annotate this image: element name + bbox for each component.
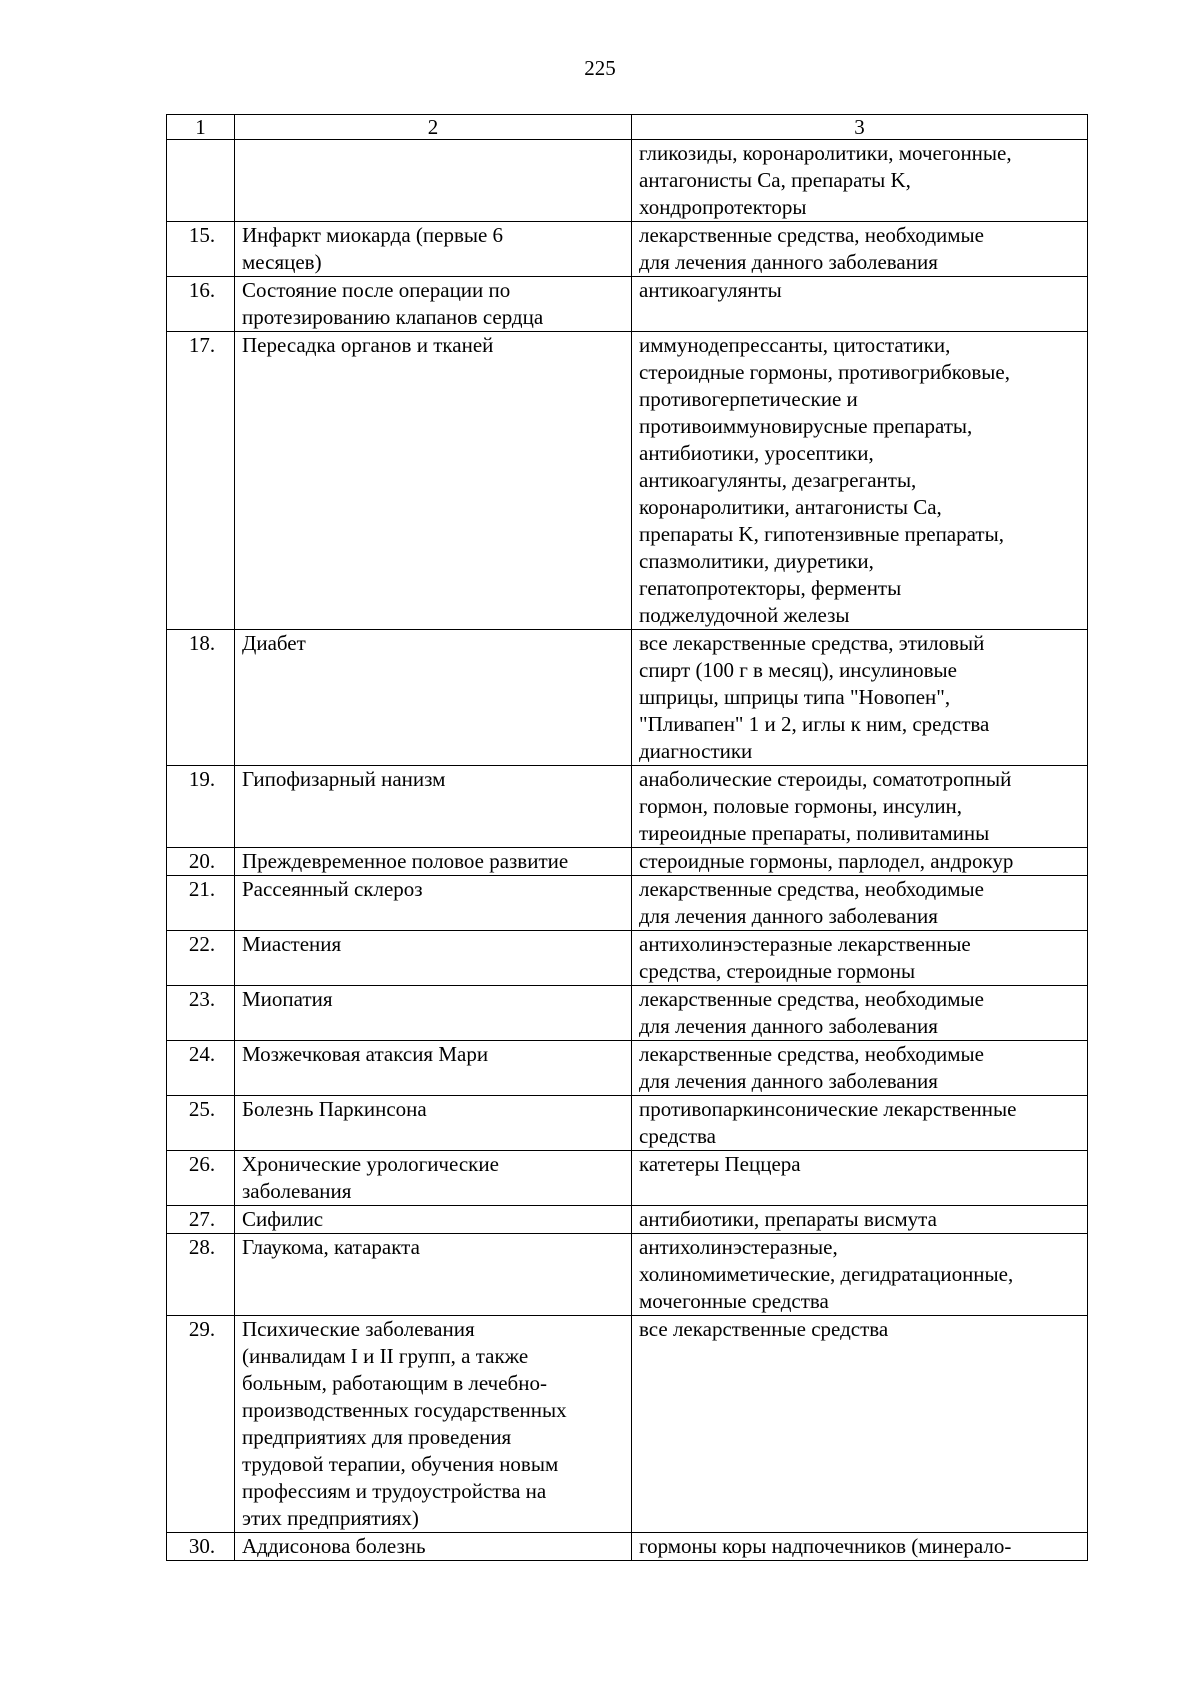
column-header-condition: 2 (235, 115, 632, 140)
table-row (167, 630, 1088, 766)
row-condition: Аддисонова болезнь (235, 1533, 632, 1561)
row-number: 26. (167, 1151, 235, 1206)
table-row (167, 1316, 1088, 1533)
row-medicines: противопаркинсонические лекарственные средства (632, 1096, 1088, 1151)
column-header-number: 1 (167, 115, 235, 140)
row-condition: Миопатия (235, 986, 632, 1041)
row-medicines: лекарственные средства, необходимые для лечения данного заболевания (632, 986, 1088, 1041)
row-number: 16. (167, 277, 235, 332)
row-condition: Глаукома, катаракта (235, 1234, 632, 1316)
table-row (167, 1533, 1088, 1561)
row-medicines: все лекарственные средства (632, 1316, 1088, 1533)
row-number: 23. (167, 986, 235, 1041)
column-header-medicines: 3 (632, 115, 1088, 140)
row-number: 15. (167, 222, 235, 277)
row-number: 30. (167, 1533, 235, 1561)
table-header-row (167, 115, 1088, 140)
table-row (167, 986, 1088, 1041)
row-medicines: катетеры Пеццера (632, 1151, 1088, 1206)
row-medicines: анаболические стероиды, соматотропный гормон, половые гормоны, инсулин, тиреоидные препараты, поливитамины (632, 766, 1088, 848)
table-row (167, 1151, 1088, 1206)
row-condition: Состояние после операции по протезированию клапанов сердца (235, 277, 632, 332)
table-row (167, 1234, 1088, 1316)
table-row (167, 332, 1088, 630)
row-condition: Инфаркт миокарда (первые 6 месяцев) (235, 222, 632, 277)
row-number: 29. (167, 1316, 235, 1533)
table-row (167, 1041, 1088, 1096)
table-row (167, 1096, 1088, 1151)
row-medicines: лекарственные средства, необходимые для лечения данного заболевания (632, 1041, 1088, 1096)
row-medicines: гликозиды, коронаролитики, мочегонные, антагонисты Са, препараты K, хондропротекторы (632, 140, 1088, 222)
row-condition: Психические заболевания (инвалидам I и II групп, а также больным, работающим в лечебно- производственных государственных предприятиях для проведения трудовой терапии, обучения новым профессиям и трудоустройства на этих предприятиях) (235, 1316, 632, 1533)
row-condition: Миастения (235, 931, 632, 986)
table-row (167, 140, 1088, 222)
row-condition (235, 140, 632, 222)
row-medicines: стероидные гормоны, парлодел, андрокур (632, 848, 1088, 876)
row-number (167, 140, 235, 222)
benefits-table (166, 114, 1088, 1561)
row-condition: Пересадка органов и тканей (235, 332, 632, 630)
table-row (167, 277, 1088, 332)
row-medicines: иммунодепрессанты, цитостатики, стероидные гормоны, противогрибковые, противогерпетические и противоиммуновирусные препараты, антибиотики, уросептики, антикоагулянты, дезагреганты, коронаролитики, антагонисты Са, препараты K, гипотензивные препараты, спазмолитики, диуретики, гепатопротекторы, ферменты поджелудочной железы (632, 332, 1088, 630)
row-number: 22. (167, 931, 235, 986)
table-row (167, 222, 1088, 277)
row-medicines: лекарственные средства, необходимые для лечения данного заболевания (632, 876, 1088, 931)
row-number: 17. (167, 332, 235, 630)
row-condition: Мозжечковая атаксия Мари (235, 1041, 632, 1096)
row-condition: Хронические урологические заболевания (235, 1151, 632, 1206)
table-row (167, 931, 1088, 986)
page-number: 225 (584, 56, 616, 80)
table-row (167, 848, 1088, 876)
row-condition: Гипофизарный нанизм (235, 766, 632, 848)
row-condition: Болезнь Паркинсона (235, 1096, 632, 1151)
row-number: 18. (167, 630, 235, 766)
row-number: 19. (167, 766, 235, 848)
row-condition: Преждевременное половое развитие (235, 848, 632, 876)
row-medicines: все лекарственные средства, этиловый спирт (100 г в месяц), инсулиновые шприцы, шприцы типа "Новопен", "Пливапен" 1 и 2, иглы к ним, средства диагностики (632, 630, 1088, 766)
row-number: 25. (167, 1096, 235, 1151)
row-number: 27. (167, 1206, 235, 1234)
row-medicines: гормоны коры надпочечников (минерало- (632, 1533, 1088, 1561)
table-row (167, 1206, 1088, 1234)
row-number: 21. (167, 876, 235, 931)
row-medicines: антихолинэстеразные, холиномиметические, дегидратационные, мочегонные средства (632, 1234, 1088, 1316)
row-medicines: лекарственные средства, необходимые для лечения данного заболевания (632, 222, 1088, 277)
table-row (167, 766, 1088, 848)
row-medicines: антикоагулянты (632, 277, 1088, 332)
row-number: 28. (167, 1234, 235, 1316)
row-condition: Сифилис (235, 1206, 632, 1234)
row-medicines: антибиотики, препараты висмута (632, 1206, 1088, 1234)
row-condition: Диабет (235, 630, 632, 766)
table-row (167, 876, 1088, 931)
row-condition: Рассеянный склероз (235, 876, 632, 931)
row-medicines: антихолинэстеразные лекарственные средства, стероидные гормоны (632, 931, 1088, 986)
row-number: 24. (167, 1041, 235, 1096)
row-number: 20. (167, 848, 235, 876)
